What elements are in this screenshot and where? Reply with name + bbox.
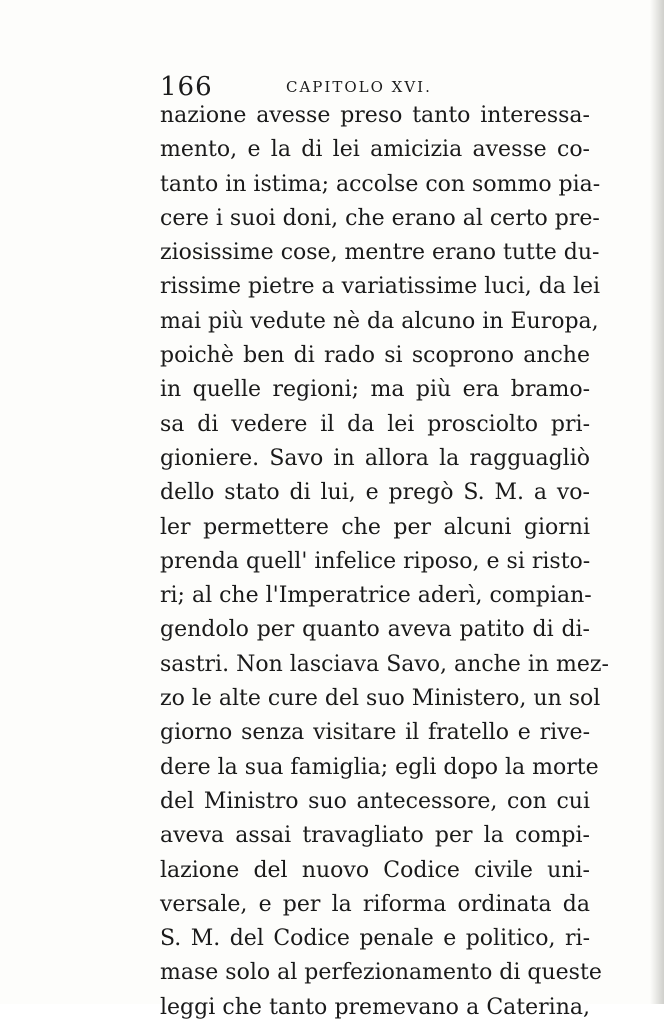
text-line: sastri. Non lasciava Savo, anche in mez-: [160, 651, 609, 677]
text-line: ziosissime cose, mentre erano tutte du-: [160, 240, 600, 266]
text-line: mase solo al perfezionamento di queste: [160, 960, 602, 986]
text-line: dere la sua famiglia; egli dopo la morte: [160, 754, 599, 780]
text-line: del Ministro suo antecessore, con cui: [160, 788, 590, 814]
text-line: giorno senza visitare il fratello e rive-: [160, 720, 590, 746]
text-line: in quelle regioni; ma più era bramo-: [160, 377, 590, 403]
text-line: sa di vedere il da lei prosciolto pri-: [160, 411, 590, 437]
text-line: versale, e per la riforma ordinata da: [160, 891, 590, 917]
text-line: cere i suoi doni, che erano al certo pre-: [160, 205, 600, 231]
text-line: aveva assai travagliato per la compi-: [160, 823, 590, 849]
text-line: mai più vedute nè da alcuno in Europa,: [160, 308, 599, 334]
text-line: S. M. del Codice penale e politico, ri-: [160, 926, 590, 952]
body-text: [160, 99, 609, 1025]
text-line: lazione del nuovo Codice civile uni-: [160, 857, 590, 883]
text-line: leggi che tanto premevano a Caterina,: [160, 994, 590, 1020]
text-line: tanto in istima; accolse con sommo pia-: [160, 171, 601, 197]
page-number: 166: [160, 72, 213, 102]
running-head: CAPITOLO XVI.: [286, 78, 432, 96]
text-line: poichè ben di rado si scoprono anche: [160, 343, 590, 369]
text-line: gioniere. Savo in allora la ragguagliò: [160, 445, 590, 471]
text-line: ler permettere che per alcuni giorni: [160, 514, 590, 540]
text-line: rissime pietre a variatissime luci, da lei: [160, 274, 601, 300]
text-line: ri; al che l'Imperatrice aderì, compian-: [160, 583, 592, 609]
text-line: gendolo per quanto aveva patito di di-: [160, 617, 590, 643]
text-line: dello stato di lui, e pregò S. M. a vo-: [160, 480, 590, 506]
text-line: mento, e la di lei amicizia avesse co-: [160, 137, 590, 163]
text-line: prenda quell' infelice riposo, e si risto-: [160, 548, 591, 574]
text-line: zo le alte cure del suo Ministero, un sol: [160, 686, 601, 712]
text-line: nazione avesse preso tanto interessa-: [160, 103, 590, 128]
page-edge-shadow: [650, 0, 664, 1004]
